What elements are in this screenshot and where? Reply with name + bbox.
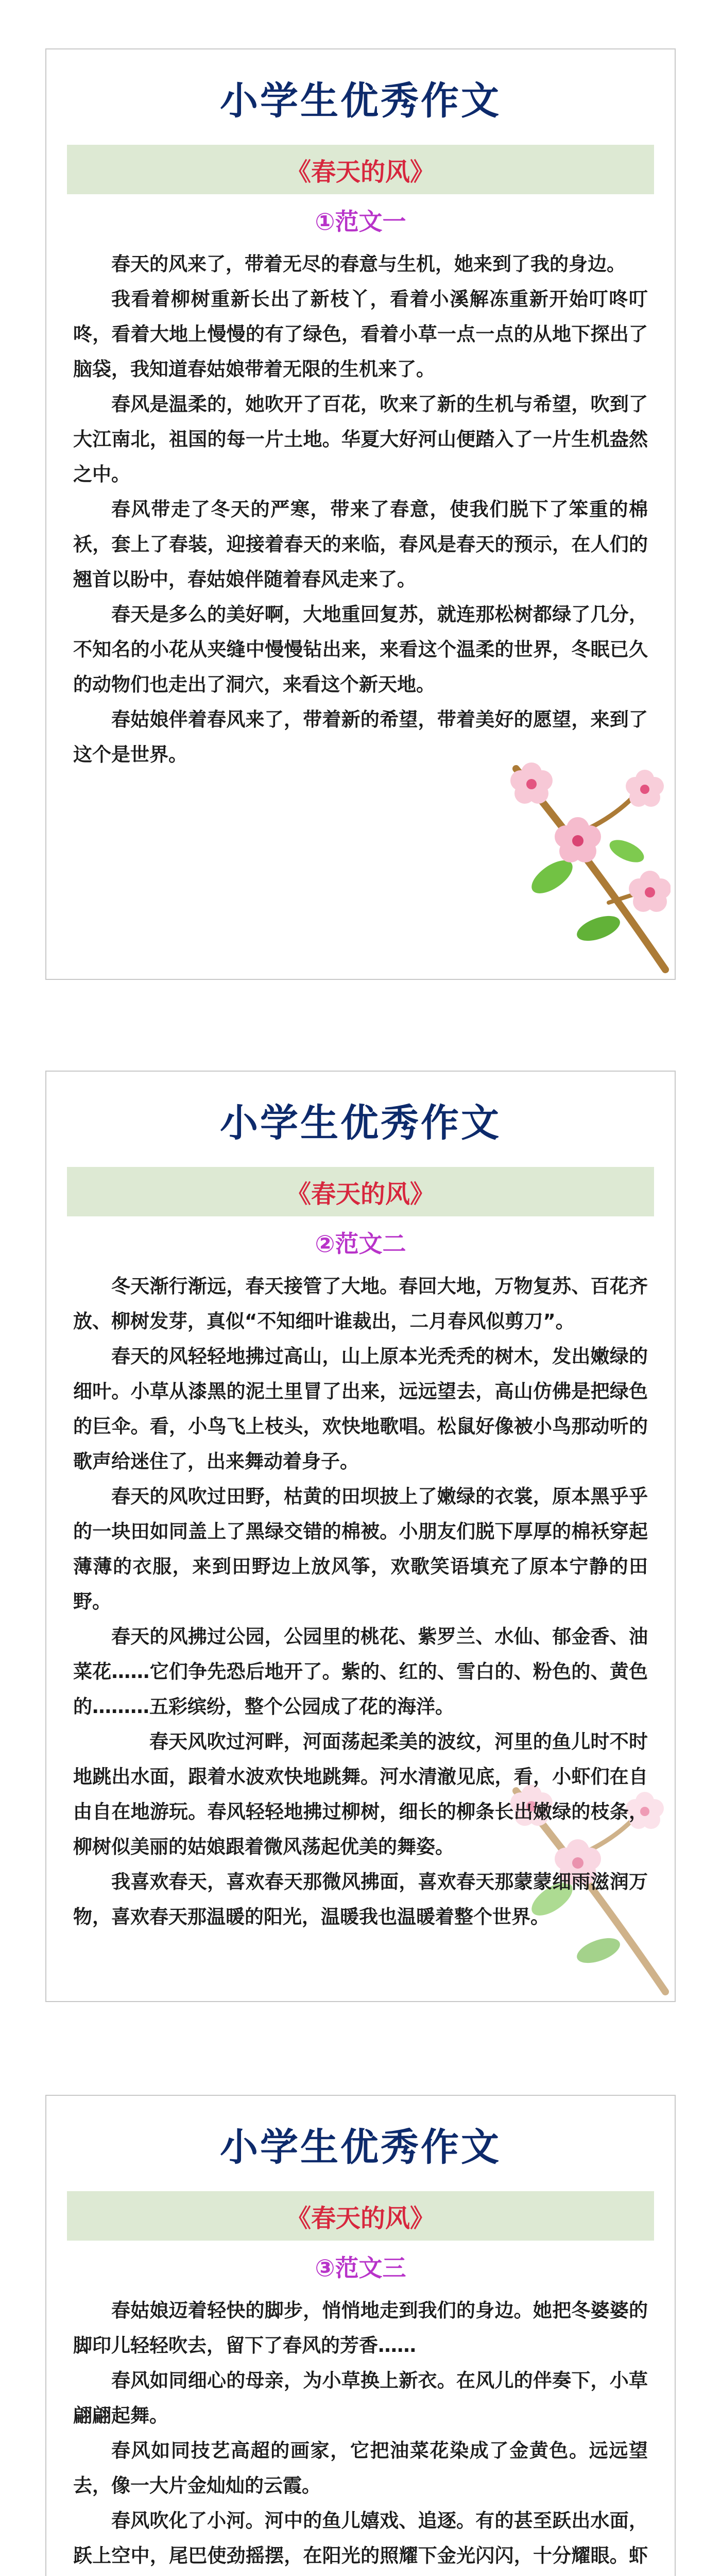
page-title: 小学生优秀作文 — [220, 2125, 501, 2170]
essay-title: 《春天的风》 — [286, 2204, 435, 2233]
paragraph: 春风如同细心的母亲，为小草换上新衣。在风儿的伴奏下，小草翩翩起舞。 — [73, 2369, 648, 2427]
paragraph: 春风是温柔的，她吹开了百花，吹来了新的生机与希望，吹到了大江南北，祖国的每一片土地。华夏大好河山便踏入了一片生机盎然之中。 — [73, 393, 648, 485]
page-title: 小学生优秀作文 — [220, 79, 501, 123]
essay-title-band — [67, 2191, 654, 2241]
paragraph: 春天是多么的美好啊，大地重回复苏，就连那松树都绿了几分，不知名的小花从夹缝中慢慢钻出来，来看这个温柔的世界，冬眠已久的动物们也走出了洞穴，来看这个新天地。 — [73, 603, 648, 696]
sample-label: ①范文一 — [315, 208, 406, 236]
essay-title: 《春天的风》 — [286, 157, 435, 187]
sample-label: ②范文二 — [315, 1230, 406, 1258]
paragraph: 春姑娘伴着春风来了，带着新的希望，带着美好的愿望，来到了这个是世界。 — [73, 708, 648, 766]
paragraph: 春天的风拂过公园，公园里的桃花、紫罗兰、水仙、郁金香、油菜花……它们争先恐后地开了。紫的、红的、雪白的、粉色的、黄色的………五彩缤纷，整个公园成了花的海洋。 — [73, 1625, 648, 1718]
paragraph: 我喜欢春天，喜欢春天那微风拂面，喜欢春天那蒙蒙细雨滋润万物，喜欢春天那温暖的阳光，温暖我也温暖着整个世界。 — [73, 1870, 648, 1928]
essay-card-3 — [45, 2095, 676, 2576]
paragraph: 春天的风来了，带着无尽的春意与生机，她来到了我的身边。 — [111, 252, 626, 275]
paragraph: 我看着柳树重新长出了新枝丫，看着小溪解冻重新开始叮咚叮咚，看着大地上慢慢的有了绿色，看着小草一点一点的从地下探出了脑袋，我知道春姑娘带着无限的生机来了。 — [73, 287, 648, 380]
paragraph: 春姑娘迈着轻快的脚步，悄悄地走到我们的身边。她把冬婆婆的脚印儿轻轻吹去，留下了春风的芳香…… — [73, 2299, 648, 2357]
essay-body — [73, 247, 648, 772]
peach-blossom-branch-icon — [495, 748, 671, 975]
sample-label: ③范文三 — [315, 2254, 406, 2282]
essay-title-band — [67, 1167, 654, 1216]
paragraph: 春天的风吹过田野，枯黄的田坝披上了嫩绿的衣裳，原本黑乎乎的一块田如同盖上了黑绿交错的棉被。小朋友们脱下厚厚的棉袄穿起薄薄的衣服，来到田野边上放风筝，欢歌笑语填充了原本宁静的田野。 — [73, 1485, 648, 1613]
essay-body — [73, 1269, 648, 1935]
paragraph: 春风如同技艺高超的画家，它把油菜花染成了金黄色。远远望去，像一大片金灿灿的云霞。 — [73, 2439, 648, 2497]
essay-card-2 — [45, 1071, 676, 2002]
paragraph: 春风带走了冬天的严寒，带来了春意，使我们脱下了笨重的棉袄，套上了春装，迎接着春天的来临，春风是春天的预示，在人们的翘首以盼中，春姑娘伴随着春风走来了。 — [73, 498, 648, 590]
paragraph: 冬天渐行渐远，春天接管了大地。春回大地，万物复苏、百花齐放、柳树发芽，真似“不知细叶谁裁出，二月春风似剪刀”。 — [73, 1275, 648, 1332]
essay-title-band — [67, 145, 654, 194]
paragraph: 春天的风轻轻地拂过高山，山上原本光秃秃的树木，发出嫩绿的细叶。小草从漆黑的泥土里冒了出来，远远望去，高山仿佛是把绿色的巨伞。看，小鸟飞上枝头，欢快地歌唱。松鼠好像被小鸟那动听的歌声给迷住了，出来舞动着身子。 — [73, 1345, 648, 1472]
essay-title: 《春天的风》 — [286, 1179, 435, 1209]
essay-card-1 — [45, 48, 676, 980]
paragraph: 春风吹化了小河。河中的鱼儿嬉戏、追逐。有的甚至跃出水面，跃上空中，尾巴使劲摇摆，在阳光的照耀下金光闪闪，十分耀眼。虾 — [73, 2509, 648, 2567]
paragraph: 春天风吹过河畔，河面荡起柔美的波纹，河里的鱼儿时不时地跳出水面，跟着水波欢快地跳舞。河水清澈见底，看，小虾们在自由自在地游玩。春风轻轻地拂过柳树，细长的柳条长出嫩绿的枝条，柳树似美丽的姑娘跟着微风荡起优美的舞姿。 — [73, 1730, 648, 1858]
essay-body — [73, 2293, 648, 2576]
page-title: 小学生优秀作文 — [220, 1101, 501, 1145]
